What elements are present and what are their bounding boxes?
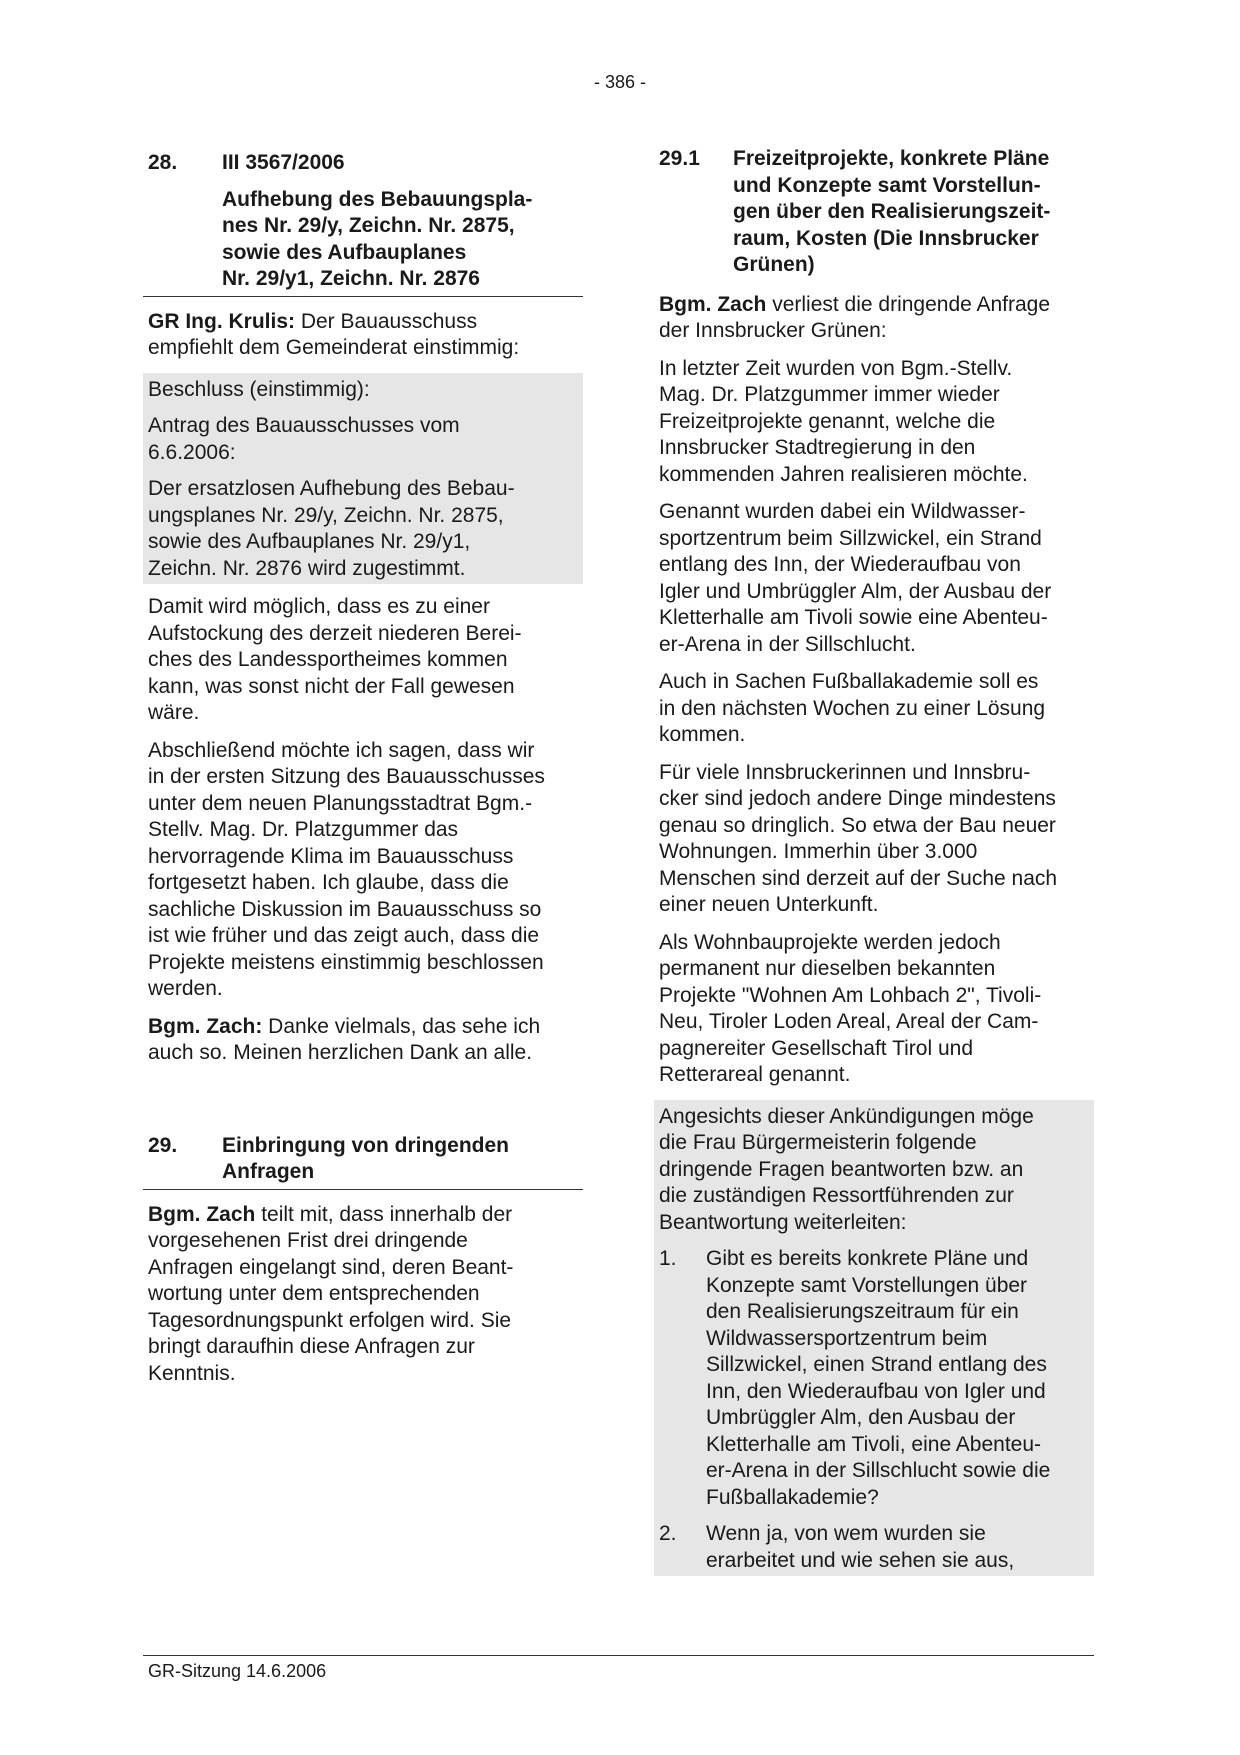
item-29-number: 29. <box>148 1133 178 1157</box>
item-29-1-title: Freizeitprojekte, konkrete Pläne und Konzepte samt Vorstellun- gen über den Realisierungszeit- raum, Kosten (Die Innsbrucker Grünen) <box>733 147 1051 276</box>
question-item <box>659 1246 1094 1511</box>
item-29-heading <box>148 1133 583 1186</box>
resolution-box <box>143 373 583 585</box>
item-28-number: 28. <box>148 151 178 174</box>
zach-thanks-text: Danke vielmals, das sehe ich auch so. Meinen herzlichen Dank an alle. <box>148 1014 541 1064</box>
question-number: 1. <box>659 1247 677 1270</box>
item-29-1-heading <box>659 146 1094 279</box>
item-28-title: III 3567/2006 <box>222 151 345 174</box>
question-number: 2. <box>659 1522 677 1545</box>
krulis-statement <box>148 309 583 362</box>
questions-box <box>654 1100 1094 1577</box>
item-29-title: Einbringung von dringenden Anfragen <box>222 1133 509 1183</box>
right-column <box>654 146 1094 1586</box>
question-text: Wenn ja, von wem wurden sie erarbeitet und wie sehen sie aus, <box>706 1522 1015 1572</box>
questions-intro: Angesichts dieser Ankündigungen möge die Frau Bürgermeisterin folgende dringende Fragen beantworten bzw. an die zuständigen Ressortführenden zur Beantwortung weiterleiten: <box>659 1104 1034 1234</box>
resolution-title: Beschluss (einstimmig): <box>148 377 370 401</box>
question-item <box>659 1521 1094 1574</box>
item-28-subtitle: Aufhebung des Bebauungspla- nes Nr. 29/y, Zeichn. Nr. 2875, sowie des Aufbauplanes Nr. 29/y1, Zeichn. Nr. 2876 <box>222 187 533 290</box>
item-29-1-number: 29.1 <box>659 147 700 170</box>
paragraph-bauausschuss: Abschließend möchte ich sagen, dass wir in der ersten Sitzung des Bauausschusses unter dem neuen Planungsstadtrat Bgm.- Stellv. Mag. Dr. Platzgummer das hervorragende Klima im Bauausschuss fortgesetzt haben. Ich glaube, dass die sachliche Diskussion im Bauausschuss so ist wie früher und das zeigt auch, dass die Projekte meistens einstimmig beschlossen werden. <box>148 738 545 1000</box>
resolution-motion: Antrag des Bauausschusses vom 6.6.2006: <box>148 414 460 464</box>
item-29-heading-block <box>143 1133 583 1190</box>
speaker-zach-3: Bgm. Zach <box>659 292 767 316</box>
item-28-heading-block <box>143 150 583 297</box>
zach-thanks <box>148 1014 583 1067</box>
left-column <box>143 150 583 1398</box>
inquiry-paragraph: In letzter Zeit wurden von Bgm.-Stellv. Mag. Dr. Platzgummer immer wieder Freizeitprojekte genannt, welche die Innsbrucker Stadtregierung in den kommenden Jahren realisieren möchte. <box>659 356 1028 486</box>
zach-reads-text: verliest die dringende Anfrage der Innsbrucker Grünen: <box>659 292 1051 342</box>
inquiry-paragraph: Für viele Innsbruckerinnen und Innsbru- cker sind jedoch andere Dinge mindestens genau so dringlich. So etwa der Bau neuer Wohnungen. Immerhin über 3.000 Menschen sind derzeit auf der Suche nach einer neuen Unterkunft. <box>659 760 1058 916</box>
speaker-zach: Bgm. Zach: <box>148 1014 263 1038</box>
page-number: - 386 - <box>593 72 647 92</box>
footer-divider <box>143 1655 1094 1656</box>
paragraph-landessportheim: Damit wird möglich, dass es zu einer Aufstockung des derzeit niederen Berei- ches des Landessportheimes kommen kann, was sonst nicht der Fall gewesen wäre. <box>148 595 522 724</box>
speaker-krulis: GR Ing. Krulis: <box>148 309 295 333</box>
zach-reads-inquiry <box>659 292 1094 345</box>
zach-announcement <box>148 1202 583 1388</box>
inquiry-paragraph: Auch in Sachen Fußballakademie soll es in den nächsten Wochen zu einer Lösung kommen. <box>659 670 1046 746</box>
inquiry-paragraph: Genannt wurden dabei ein Wildwasser- sportzentrum beim Sillzwickel, ein Strand entlang des Inn, der Wiederaufbau von Igler und Umbrüggler Alm, der Ausbau der Kletterhalle am Tivoli sowie eine Abenteu- er-Arena in der Sillschlucht. <box>659 500 1052 656</box>
inquiry-paragraph: Als Wohnbauprojekte werden jedoch permanent nur dieselben bekannten Projekte "Wohnen Am Lohbach 2", Tivoli- Neu, Tiroler Loden Areal, Areal der Cam- pagnereiter Gesellschaft Tirol und Retterareal genannt. <box>659 930 1042 1086</box>
resolution-text: Der ersatzlosen Aufhebung des Bebau- ungsplanes Nr. 29/y, Zeichn. Nr. 2875, sowie des Aufbauplanes Nr. 29/y1, Zeichn. Nr. 2876 wird zugestimmt. <box>148 477 515 580</box>
item-28-heading <box>148 150 583 177</box>
question-text: Gibt es bereits konkrete Pläne und Konzepte samt Vorstellungen über den Realisierungszeitraum für ein Wildwassersportzentrum beim Sillzwickel, einen Strand entlang des Inn, den Wiederaufbau von Igler und Umbrüggler Alm, den Ausbau der Kletterhalle am Tivoli, eine Abenteu- er-Arena in der Sillschlucht sowie die Fußballakademie? <box>706 1247 1051 1509</box>
krulis-text: Der Bauausschuss empfiehlt dem Gemeinderat einstimmig: <box>148 309 520 359</box>
footer-session-date: GR-Sitzung 14.6.2006 <box>148 1661 327 1681</box>
zach-announcement-text: teilt mit, dass innerhalb der vorgesehenen Frist drei dringende Anfragen eingelangt sind, deren Beant- wortung unter dem entsprechenden Tagesordnungspunkt erfolgen wird. Sie bringt daraufhin diese Anfragen zur Kenntnis. <box>148 1202 514 1385</box>
speaker-zach-2: Bgm. Zach <box>148 1202 256 1226</box>
